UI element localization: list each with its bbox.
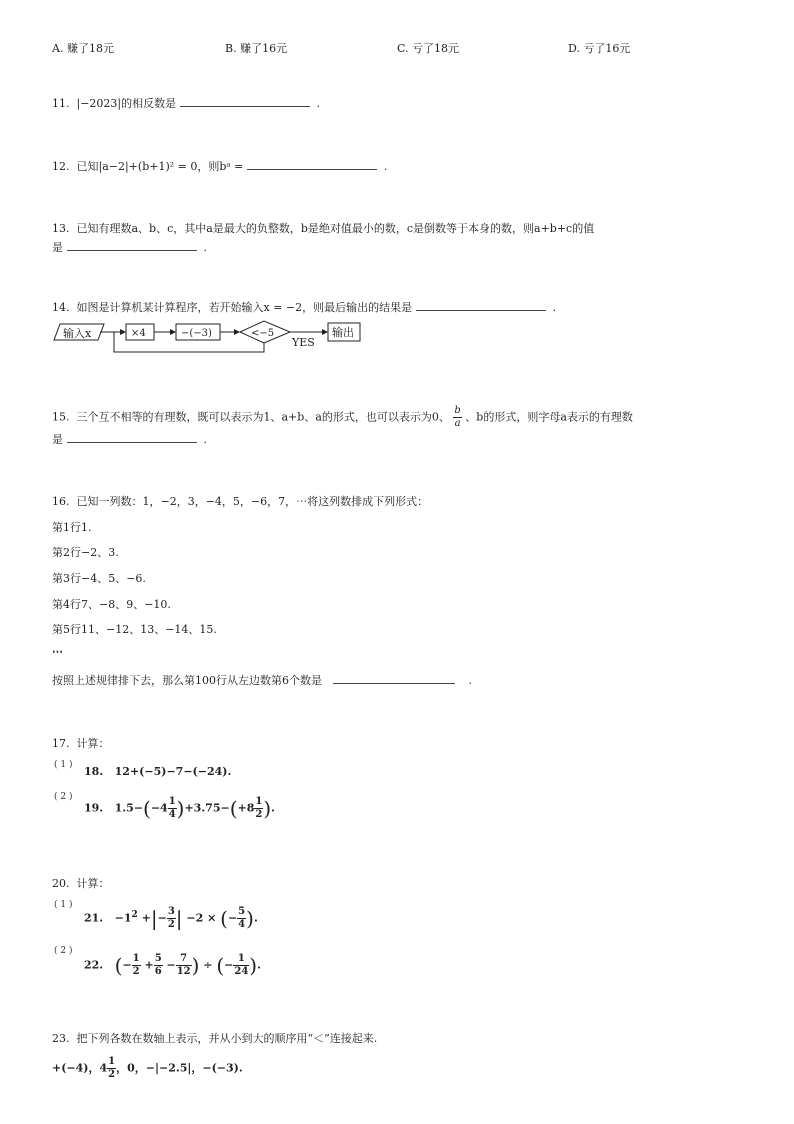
question-14: [52, 299, 556, 315]
sub-question-19: 19. 1.5−(−4 $\frac{1}{4}$ )+3.75−(+8 $\frac{1}{2}$ ).: [84, 796, 276, 821]
flowchart: [52, 318, 372, 362]
question-text: 是: [52, 241, 63, 254]
option-a: [52, 40, 114, 56]
fraction: $\frac{1}{2}$: [108, 1056, 116, 1080]
question-text: 计算：: [76, 877, 110, 890]
question-13-line1: [52, 220, 594, 236]
fraction: $\frac{5}{4}$: [238, 906, 246, 930]
question-text: 是: [52, 433, 63, 446]
question-text: 已知有理数a、b、c，其中a是最大的负整数，b是绝对值最小的数，c是倒数等于本身的数，则a+b+c的值: [76, 222, 595, 235]
question-end: .: [203, 433, 207, 446]
question-15-line2: [52, 431, 207, 447]
row-5: 第5行11、−12、13、−14、15.: [52, 623, 217, 636]
option-letter: D.: [568, 42, 580, 55]
question-text: |−2023|的相反数是: [76, 97, 177, 110]
option-letter: A.: [52, 42, 64, 55]
question-text: 把下列各数在数轴上表示，并从小到大的顺序用“＜”连接起来.: [76, 1032, 378, 1045]
fraction: $\frac{1}{2}$: [132, 953, 140, 977]
option-text: 赚了16元: [240, 42, 288, 55]
question-text: 、b的形式，则字母a表示的有理数: [465, 410, 633, 424]
flowchart-subtract-label: −(−3): [181, 328, 212, 339]
option-text: 亏了16元: [583, 42, 631, 55]
question-number: 15.: [52, 410, 70, 424]
sub-number: 21.: [84, 911, 104, 925]
question-number: 14.: [52, 301, 70, 314]
question-text: 计算：: [76, 737, 110, 750]
question-end: .: [203, 241, 207, 254]
part-label: ( 2 ): [54, 792, 73, 802]
question-text: 三个互不相等的有理数，既可以表示为1、a+b、a的形式，也可以表示为0、: [76, 410, 450, 424]
answer-blank[interactable]: [247, 159, 377, 170]
row-1: 第1行1.: [52, 521, 92, 534]
question-17-title: [52, 735, 110, 751]
question-16-question: [52, 672, 472, 688]
option-letter: C.: [397, 42, 409, 55]
answer-blank[interactable]: [416, 300, 546, 311]
question-end: .: [468, 674, 472, 687]
fraction: $\frac{7}{12}$: [176, 953, 191, 977]
question-16-intro: [52, 493, 428, 509]
flowchart-output-label: 输出: [332, 326, 354, 339]
fraction: $\frac{3}{2}$: [167, 906, 175, 930]
answer-blank[interactable]: [180, 96, 310, 107]
question-end: .: [383, 160, 388, 173]
question-end: .: [552, 301, 557, 314]
fraction: $\frac{5}{6}$: [154, 953, 162, 977]
row-4: 第4行7、−8、9、−10.: [52, 598, 171, 611]
sub-question-22: 22. (− $\frac{1}{2}$ + $\frac{5}{6}$ − $\frac{7}{12}$ ) ÷ (− $\frac{1}{24}$ ).: [84, 953, 261, 978]
part-label: ( 2 ): [54, 946, 73, 956]
question-number: 13.: [52, 222, 70, 235]
expression: 12+(−5)−7−(−24).: [114, 765, 232, 778]
question-number: 20.: [52, 877, 70, 890]
part-label: ( 1 ): [54, 900, 73, 910]
flowchart-input-label: 输入x: [63, 327, 92, 340]
answer-blank[interactable]: [67, 432, 197, 443]
question-end: .: [316, 97, 321, 110]
sub-number: 18.: [84, 765, 104, 778]
question-11: [52, 95, 320, 111]
answer-blank[interactable]: [333, 673, 455, 684]
question-number: 23.: [52, 1032, 70, 1045]
fraction: $\frac{1}{4}$: [168, 796, 176, 820]
flowchart-yes-label: YES: [292, 336, 315, 349]
row-3: 第3行−4、5、−6.: [52, 572, 146, 585]
answer-blank[interactable]: [67, 240, 197, 251]
question-text: 如图是计算机某计算程序，若开始输入x = −2，则最后输出的结果是: [76, 301, 413, 314]
option-c: [397, 40, 459, 56]
question-number: 16.: [52, 495, 70, 508]
question-number: 11.: [52, 97, 70, 110]
question-23: [52, 1030, 377, 1046]
question-20-title: [52, 875, 110, 891]
sub-question-18: [84, 765, 231, 778]
sub-number: 22.: [84, 958, 104, 972]
question-text: 已知一列数：1，−2，3，−4，5，−6，7，⋯将这列数排成下列形式：: [76, 495, 429, 508]
ellipsis: ⋯: [52, 645, 63, 658]
flowchart-condition-label: <−5: [251, 328, 275, 339]
question-12: [52, 158, 387, 174]
question-number: 17.: [52, 737, 70, 750]
row-2: 第2行−2、3.: [52, 546, 119, 559]
option-b: [225, 40, 287, 56]
sub-number: 19.: [84, 801, 104, 815]
fraction: $\frac{1}{2}$: [255, 796, 263, 820]
question-number: 12.: [52, 160, 70, 173]
question-text: 已知|a−2|+(b+1)² = 0，则bᵃ =: [76, 160, 244, 173]
option-text: 亏了18元: [412, 42, 460, 55]
option-d: [568, 40, 630, 56]
sub-question-21: 21. $-1^2$ +|− $\frac{3}{2}$ | −2 × (− $\frac{5}{4}$ ).: [84, 906, 258, 931]
fraction: $\frac{1}{24}$: [234, 953, 249, 977]
number-list: +(−4)，4 $\frac{1}{2}$ ，0，−|−2.5|，−(−3).: [52, 1056, 243, 1080]
part-label: ( 1 ): [54, 760, 73, 770]
flowchart-multiply-label: ×4: [131, 328, 146, 339]
fraction-b-over-a: $\frac{b}{a}$: [454, 405, 461, 429]
question-13-line2: [52, 239, 207, 255]
question-15-line1: [52, 405, 633, 430]
question-text: 按照上述规律排下去，那么第100行从左边数第6个数是: [52, 674, 322, 687]
option-letter: B.: [225, 42, 237, 55]
option-text: 赚了18元: [66, 42, 114, 55]
